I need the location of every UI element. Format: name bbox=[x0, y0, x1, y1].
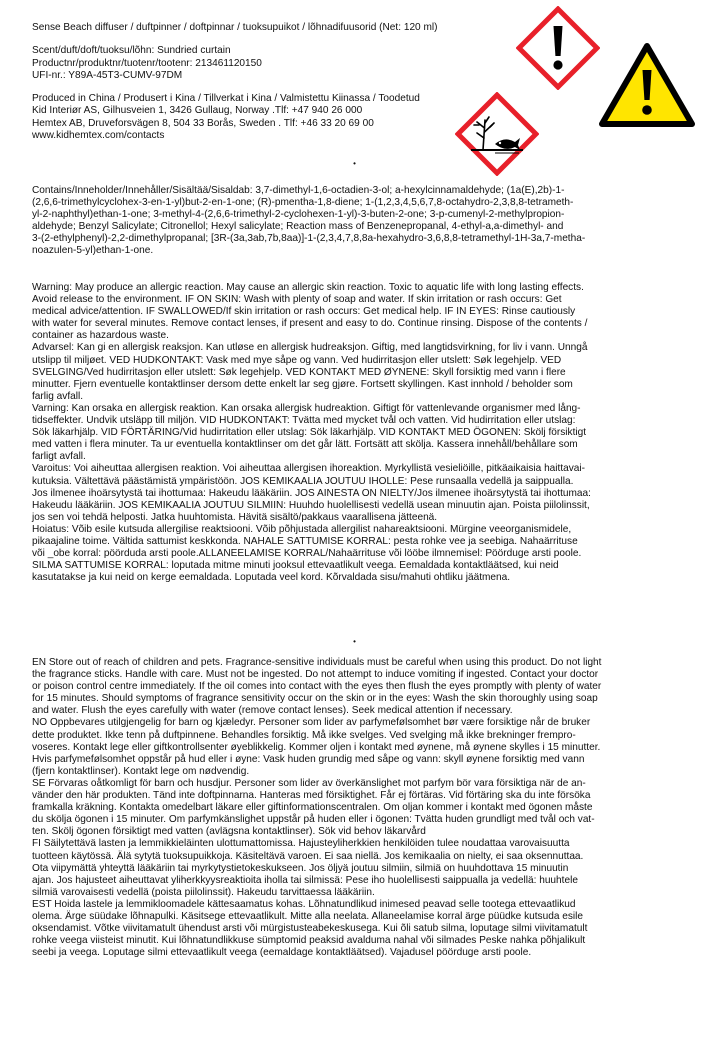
storage-line: EN Store out of reach of children and pets. Fragrance-sensitive individuals must be careful when using this product. Do not light bbox=[32, 657, 602, 668]
warning-line: minutter. Fjern eventuelle kontaktlinser dersom dette enkelt lar seg gjøre. Fortsett skyllingen. Kast innhold / beholder som bbox=[32, 378, 573, 390]
product-number: Productnr/produktnr/tuotenr/tootenr: 213461120150 bbox=[32, 57, 262, 69]
warning-line: container as hazardous waste. bbox=[32, 330, 169, 342]
storage-line: tuotteen käytössä. Älä sytytä tuoksupuikkoja. Käsiteltävä varoen. Ei saa niellä. Jos kemikaalia on nielty, ei saa oksennuttaa. bbox=[32, 850, 584, 862]
warning-line: Hoiatus: Võib esile kutsuda allergilise reaktsiooni. Võib põhjustada allergilist nahareaktsiooni. Mürgine veeorganismidele, bbox=[32, 523, 572, 535]
warning-line: SVELGING/Ved hudirritasjon eller utslett: Søk legehjelp. VED KONTAKT MED ØYNENE: Skyll forsiktig med vann i flere bbox=[32, 366, 566, 378]
storage-section bbox=[32, 657, 672, 959]
storage-line: ten. Skölj ögonen försiktigt med vatten (avlägsna kontaktlinser). Sök vid behov läkarvård bbox=[32, 826, 426, 838]
exclamation-hazard-icon bbox=[516, 6, 600, 90]
storage-line: du skölja ögonen i 15 minuter. Om parfymkänslighet uppstår på huden eller i ögonen: Tvätta huden grundligt med tvål och vat- bbox=[32, 814, 595, 826]
contents-section bbox=[32, 185, 672, 258]
website: www.kidhemtex.com/contacts bbox=[32, 130, 165, 142]
warning-line: kutuksia. Vältettävä päästämistä ympäristöön. JOS KEMIKAALIA JOUTUU IHOLLE: Pese runsaalla vedellä ja saippualla. bbox=[32, 475, 574, 487]
environment-hazard-icon bbox=[455, 92, 539, 176]
storage-line: vänder den här produkten. Tänd inte doftpinnarna. Hanteras med försiktighet. Får ej förtäras. Vid förtäring ska du inte försöka bbox=[32, 790, 591, 802]
warning-triangle-icon bbox=[597, 40, 697, 130]
warning-section bbox=[32, 282, 672, 584]
storage-line: the fragrance sticks. Handle with care. Must not be ingested. Do not attempt to induce vomiting if ingested. Contact your doctor bbox=[32, 669, 599, 681]
warning-line: SILMA SATTUMISE KORRAL: loputada mitme minuti jooksul ettevaatlikult veega. Eemaldada kontaktläätsed, kui neid bbox=[32, 560, 559, 572]
warning-line: medical advice/attention. IF SWALLOWED/If skin irritation or rash occurs: Get medical help. IF IN EYES: Rinse cautiously bbox=[32, 306, 576, 318]
storage-line: dette produktet. Ikke tenn på duftpinnene. Behandles forsiktig. Må ikke svelges. Ved svelging må ikke brekninger frempro- bbox=[32, 729, 576, 741]
warning-line: tidseffekter. Undvik utsläpp till miljön. VID HUDKONTAKT: Tvätta med mycket tvål och vatten. Vid hudirritation eller utslag: bbox=[32, 415, 576, 427]
storage-line: silmiä varovaisesti vedellä (poista piilolinssit). Hakeudu tarvittaessa lääkäriin. bbox=[32, 886, 375, 898]
storage-line: oksendamist. Võtke viivitamatult ühendust arsti või mürgistusteabekeskusega. Kui õli satub silma, loputage silmi viivitamatult bbox=[32, 923, 588, 935]
warning-line: Avoid release to the environment. IF ON SKIN: Wash with plenty of soap and water. If skin irritation or rash occurs: Get bbox=[32, 294, 562, 306]
storage-line: Hvis parfymefølsomhet oppstår på hud eller i øyne: Vask huden grundig med såpe og vann: skyll øynene forsiktig med vann bbox=[32, 753, 585, 765]
storage-line: olema. Ärge süüdake lõhnapulki. Käsitsege ettevaatlikult. Mitte alla neelata. Allaneelamise korral ärge püüdke kutsuda esile bbox=[32, 910, 583, 922]
separator-dot: • bbox=[353, 637, 356, 646]
warning-line: jos sen voi tehdä helposti. Jatka huuhtomista. Hävitä sisältö/pakkaus vaarallisena jätteenä. bbox=[32, 511, 438, 523]
storage-line: or poison control centre immediately. If the oil comes into contact with the eyes then flush the eyes promptly with plenty of water bbox=[32, 681, 602, 693]
warning-line: farlig avfall. bbox=[32, 390, 84, 402]
warning-line: Hakeudu lääkäriin. JOS KEMIKAALIA JOUTUU SILMIIN: Huuhdo huolellisesti vedellä usean minuutin ajan. Poista piilolinssit, bbox=[32, 499, 590, 511]
storage-line: for 15 minutes. Should symptoms of fragrance sensitivity occur on the skin or in the eyes: Wash the skin thoroughly using soap bbox=[32, 693, 598, 705]
kid-address: Kid Interiør AS, Gilhusveien 1, 3426 Gullaug, Norway .Tlf: +47 940 26 000 bbox=[32, 105, 363, 117]
origin-line: Produced in China / Produsert i Kina / Tillverkat i Kina / Valmistettu Kiinassa / Toodetud bbox=[32, 93, 420, 105]
scent-line: Scent/duft/doft/tuoksu/lõhn: Sundried curtain bbox=[32, 45, 231, 57]
contents-line: Contains/Inneholder/Innehåller/Sisältää/Sisaldab: 3,7-dimethyl-1,6-octadien-3-ol; a-hexylcinnamaldehyde; (1a(E),2b)-1- bbox=[32, 185, 565, 196]
hemtex-address: Hemtex AB, Druveforsvägen 8, 504 33 Borås, Sweden . Tlf: +46 33 20 69 00 bbox=[32, 117, 374, 129]
warning-line: Varoitus: Voi aiheuttaa allergisen reaktion. Voi aiheuttaa allergisen ihoreaktion. Myrkyllistä vesieliöille, pitkäaikaisia haittavai- bbox=[32, 463, 586, 475]
separator-dot: • bbox=[353, 159, 356, 168]
warning-line: või _obe korral: pöörduda arsti poole.ALLANEELAMISE KORRAL/Nahaärrituse või lööbe ilmnemisel: Pöörduge arsti poole. bbox=[32, 548, 582, 560]
storage-line: and water. Flush the eyes carefully with water (remove contact lenses). Seek medical attention if necessary. bbox=[32, 705, 513, 717]
product-header bbox=[32, 22, 512, 142]
storage-line: seebi ja veega. Loputage silmi ettevaatlikult veega (eemaldage kontaktläätsed). Vajadusel pöörduge arsti poole. bbox=[32, 947, 532, 959]
warning-line: utslipp til miljøet. VED HUDKONTAKT: Vask med mye såpe og vann. Ved hudirritasjon eller utslett: Søk legehjelp. VED bbox=[32, 354, 562, 366]
storage-line: rohke veega viisteist minutit. Kui lõhnatundlikkuse sümptomid peaksid avalduma nahal või silmades Peske nahka põhjalikult bbox=[32, 935, 586, 947]
warning-line: with water for several minutes. Remove contact lenses, if present and easy to do. Continue rinsing. Dispose of the contents / bbox=[32, 318, 588, 330]
storage-line: Ota viipymättä yhteyttä lääkäriin tai myrkytystietokeskukseen. Jos öljyä joutuu silmiin, silmiä on huuhdottava 15 minuutin bbox=[32, 862, 569, 874]
storage-line: SE Förvaras oåtkomligt för barn och husdjur. Personer som lider av överkänslighet mot parfym bör vara försiktiga när de an- bbox=[32, 777, 586, 789]
storage-line: EST Hoida lastele ja lemmikloomadele kättesaamatus kohas. Lõhnatundlikud inimesed peavad selle tootega ettevaatlikud bbox=[32, 898, 576, 910]
contents-line: yl-2-naphthyl)ethan-1-one; 3-methyl-4-(2,6,6-trimethyl-2-cyclohexen-1-yl)-3-buten-2-one; 3-p-cumenyl-2-methylpropion- bbox=[32, 209, 565, 221]
storage-line: (fjern kontaktlinser). Kontakt lege om nødvendig. bbox=[32, 765, 250, 777]
storage-line: FI Säilytettävä lasten ja lemmikkieläinten ulottumattomissa. Hajusteyliherkkien henkilöiden tulee noudattaa varovaisuutta bbox=[32, 838, 570, 850]
storage-line: voseres. Kontakt lege eller giftkontrollsenter øyeblikkelig. Kommer oljen i kontakt med øynene, må øynene skylles i 15 minutter. bbox=[32, 741, 601, 753]
warning-line: Warning: May produce an allergic reaction. May cause an allergic skin reaction. Toxic to aquatic life with long lasting effects. bbox=[32, 282, 584, 293]
storage-line: ajan. Jos hajusteet aiheuttavat yliherkkyysreaktioita iholla tai silmissä: Pese iho huolellisesti saippualla ja vedellä: huuhtele bbox=[32, 874, 578, 886]
warning-line: Varning: Kan orsaka en allergisk reaktion. Kan orsaka allergisk hudreaktion. Giftigt för vattenlevande organismer med lång- bbox=[32, 402, 581, 414]
warning-line: pikaajaline toime. Vältida sattumist keskkonda. NAHALE SATTUMISE KORRAL: pesta rohke vee ja seebiga. Nahaärrituse bbox=[32, 535, 578, 547]
storage-line: framkalla kräkning. Kontakta omedelbart läkare eller giftinformationscentralen. Om oljan kommer i kontakt med ögonen måste bbox=[32, 802, 593, 814]
warning-line: Sök läkarhjälp. VID FÖRTÄRING/Vid hudirritation eller utslag: Sök läkarhjälp. VID KONTAKT MED ÖGONEN: Skölj försiktigt bbox=[32, 427, 587, 439]
ufi-number: UFI-nr.: Y89A-45T3-CUMV-97DM bbox=[32, 69, 183, 81]
warning-line: farligt avfall. bbox=[32, 451, 86, 463]
contents-line: 3-(2-ethylphenyl)-2,2-dimethylpropanal; [3R-(3a,3ab,7b,8aa)]-1-(2,3,4,7,8,8a-hexahydro-3,6,8,8-tetramethyl-1H-3a,7-metha- bbox=[32, 233, 586, 245]
storage-line: NO Oppbevares utilgjengelig for barn og kjæledyr. Personer som lider av parfymefølsomhet bør være forsiktige når de bruker bbox=[32, 717, 591, 729]
warning-line: Jos ilmenee ihoärsytystä tai ihottumaa: Hakeudu lääkäriin. JOS AINESTA ON NIELTY/Jos ilmenee ihoärsytystä tai ihottumaa: bbox=[32, 487, 591, 499]
warning-line: Advarsel: Kan gi en allergisk reaksjon. Kan utløse en allergisk hudreaksjon. Giftig, med langtidsvirkning, for liv i vann. Unngå bbox=[32, 342, 588, 354]
product-name: Sense Beach diffuser / duftpinner / doftpinnar / tuoksupuikot / lõhnadifuusorid (Net: 120 ml) bbox=[32, 22, 438, 33]
warning-line: kasutatakse ja kui neid on kerge eemaldada. Loputada veel kord. Kõrvaldada sisu/mahuti ohtliku jäätmena. bbox=[32, 572, 511, 584]
contents-line: aldehyde; Benzyl Salicylate; Citronellol; Hexyl salicylate; Reaction mass of Benzenepropanal, 4-ethyl-a,a-dimethyl- and bbox=[32, 221, 564, 233]
warning-line: med vatten i flera minuter. Ta ur eventuella kontaktlinser om det går lätt. Fortsätt att skölja. Kassera innehåll/behållare som bbox=[32, 439, 578, 451]
contents-line: (2,6,6-trimethylcyclohex-3-en-1-yl)but-2-en-1-one; (R)-pmentha-1,8-diene; 1-(1,2,3,4,5,6,7,8-octahydro-2,3,8,8-tetrameth- bbox=[32, 197, 574, 209]
contents-line: noazulen-5-yl)ethan-1-one. bbox=[32, 245, 154, 257]
